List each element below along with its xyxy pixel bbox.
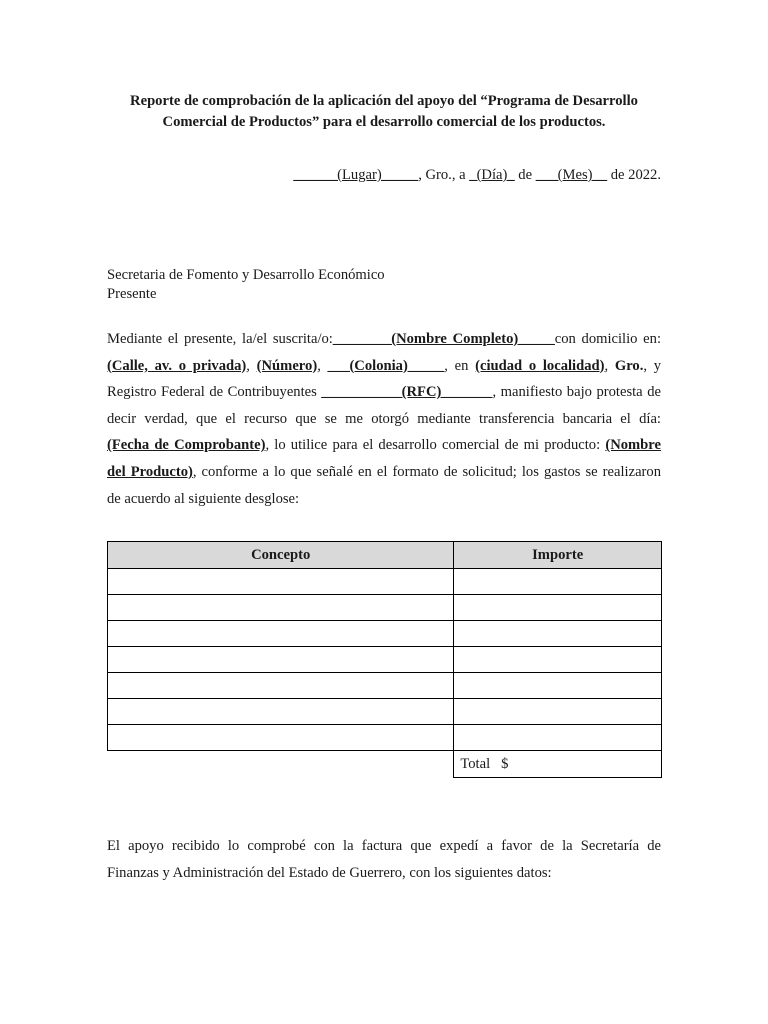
addressee-line-1: Secretaria de Fomento y Desarrollo Económico xyxy=(107,267,385,283)
concepto-cell[interactable] xyxy=(108,621,454,647)
column-header-importe: Importe xyxy=(454,542,662,569)
body-text: , xyxy=(317,357,328,374)
body-text: , manifiesto bajo protesta de xyxy=(492,384,661,401)
concepto-cell[interactable] xyxy=(108,595,454,621)
table-row xyxy=(108,621,662,647)
body-text: , xyxy=(246,357,257,374)
dia-blank[interactable]: _(Día)_ xyxy=(469,167,515,183)
body-line-4: decir verdad, que el recurso que se me otorgó mediante transferencia bancaria el día: xyxy=(107,410,661,427)
footer-line-2: Finanzas y Administración del Estado de Guerrero, con los siguientes datos: xyxy=(107,864,552,881)
de-text: de xyxy=(514,167,536,183)
importe-cell[interactable] xyxy=(454,621,662,647)
total-spacer xyxy=(108,751,454,778)
year-text: de 2022. xyxy=(607,167,661,183)
table-row xyxy=(108,647,662,673)
importe-cell[interactable] xyxy=(454,673,662,699)
body-text: , conforme a lo que señalé en el formato de solicitud; los gastos se realizaron xyxy=(192,463,662,480)
total-cell[interactable]: Total $ xyxy=(454,751,662,778)
table-row xyxy=(108,699,662,725)
body-text: Registro Federal de Contribuyentes xyxy=(107,384,322,401)
body-line-7: de acuerdo al siguiente desglose: xyxy=(107,490,300,507)
nombre-completo-blank[interactable]: ________(Nombre Completo)_____ xyxy=(332,331,555,347)
concepto-cell[interactable] xyxy=(108,569,454,595)
importe-cell[interactable] xyxy=(454,647,662,673)
body-line-2 xyxy=(107,353,661,380)
nombre-producto-blank-cont[interactable]: del Producto) xyxy=(107,463,193,480)
gro-text: , Gro., a xyxy=(418,167,470,183)
numero-blank[interactable]: (Número) xyxy=(256,357,318,374)
body-text: con domicilio en: xyxy=(554,331,662,347)
total-row xyxy=(108,751,662,778)
title-line-2: Comercial de Productos” para el desarrollo comercial de los productos. xyxy=(162,114,606,130)
fecha-comprobante-blank[interactable]: (Fecha de Comprobante) xyxy=(107,437,266,454)
body-text: Mediante el presente, la/el suscrita/o: xyxy=(107,331,333,347)
body-paragraph xyxy=(107,326,661,512)
concepto-cell[interactable] xyxy=(108,647,454,673)
footer-line-1: El apoyo recibido lo comprobé con la factura que expedí a favor de la Secretaría de xyxy=(107,838,661,854)
body-line-1 xyxy=(107,326,661,353)
place-date-line xyxy=(293,167,661,184)
importe-cell[interactable] xyxy=(454,699,662,725)
body-text: , y xyxy=(643,357,662,374)
table-header-row xyxy=(108,542,662,569)
column-header-concepto: Concepto xyxy=(108,542,454,569)
table-row xyxy=(108,673,662,699)
document-title xyxy=(107,91,661,133)
table-row xyxy=(108,569,662,595)
concepto-cell[interactable] xyxy=(108,725,454,751)
body-text: , en xyxy=(444,357,476,374)
ciudad-blank[interactable]: (ciudad o localidad) xyxy=(475,357,605,374)
title-line-1: Reporte de comprobación de la aplicación del apoyo del “Programa de Desarrollo xyxy=(130,93,638,109)
colonia-blank[interactable]: ___(Colonia)_____ xyxy=(327,357,445,374)
concepto-cell[interactable] xyxy=(108,673,454,699)
importe-cell[interactable] xyxy=(454,569,662,595)
calle-blank[interactable]: (Calle, av. o privada) xyxy=(107,357,247,374)
body-line-6 xyxy=(107,459,661,486)
body-line-5 xyxy=(107,432,661,459)
table-row xyxy=(108,595,662,621)
mes-blank[interactable]: ___(Mes)__ xyxy=(535,167,608,183)
closing-paragraph xyxy=(107,833,661,886)
table-row xyxy=(108,725,662,751)
nombre-producto-blank[interactable]: (Nombre xyxy=(605,437,661,454)
rfc-blank[interactable]: ___________(RFC)_______ xyxy=(321,384,493,401)
addressee-line-2: Presente xyxy=(107,286,157,302)
body-line-3 xyxy=(107,379,661,406)
lugar-blank[interactable]: ______(Lugar)_____ xyxy=(293,167,419,183)
expense-breakdown-table xyxy=(107,541,662,778)
concepto-cell[interactable] xyxy=(108,699,454,725)
gro-bold-text: Gro. xyxy=(614,357,644,374)
body-text: , xyxy=(604,357,615,374)
importe-cell[interactable] xyxy=(454,725,662,751)
body-text: , lo utilice para el desarrollo comercial de mi producto: xyxy=(265,437,606,454)
addressee-block xyxy=(107,266,385,304)
importe-cell[interactable] xyxy=(454,595,662,621)
